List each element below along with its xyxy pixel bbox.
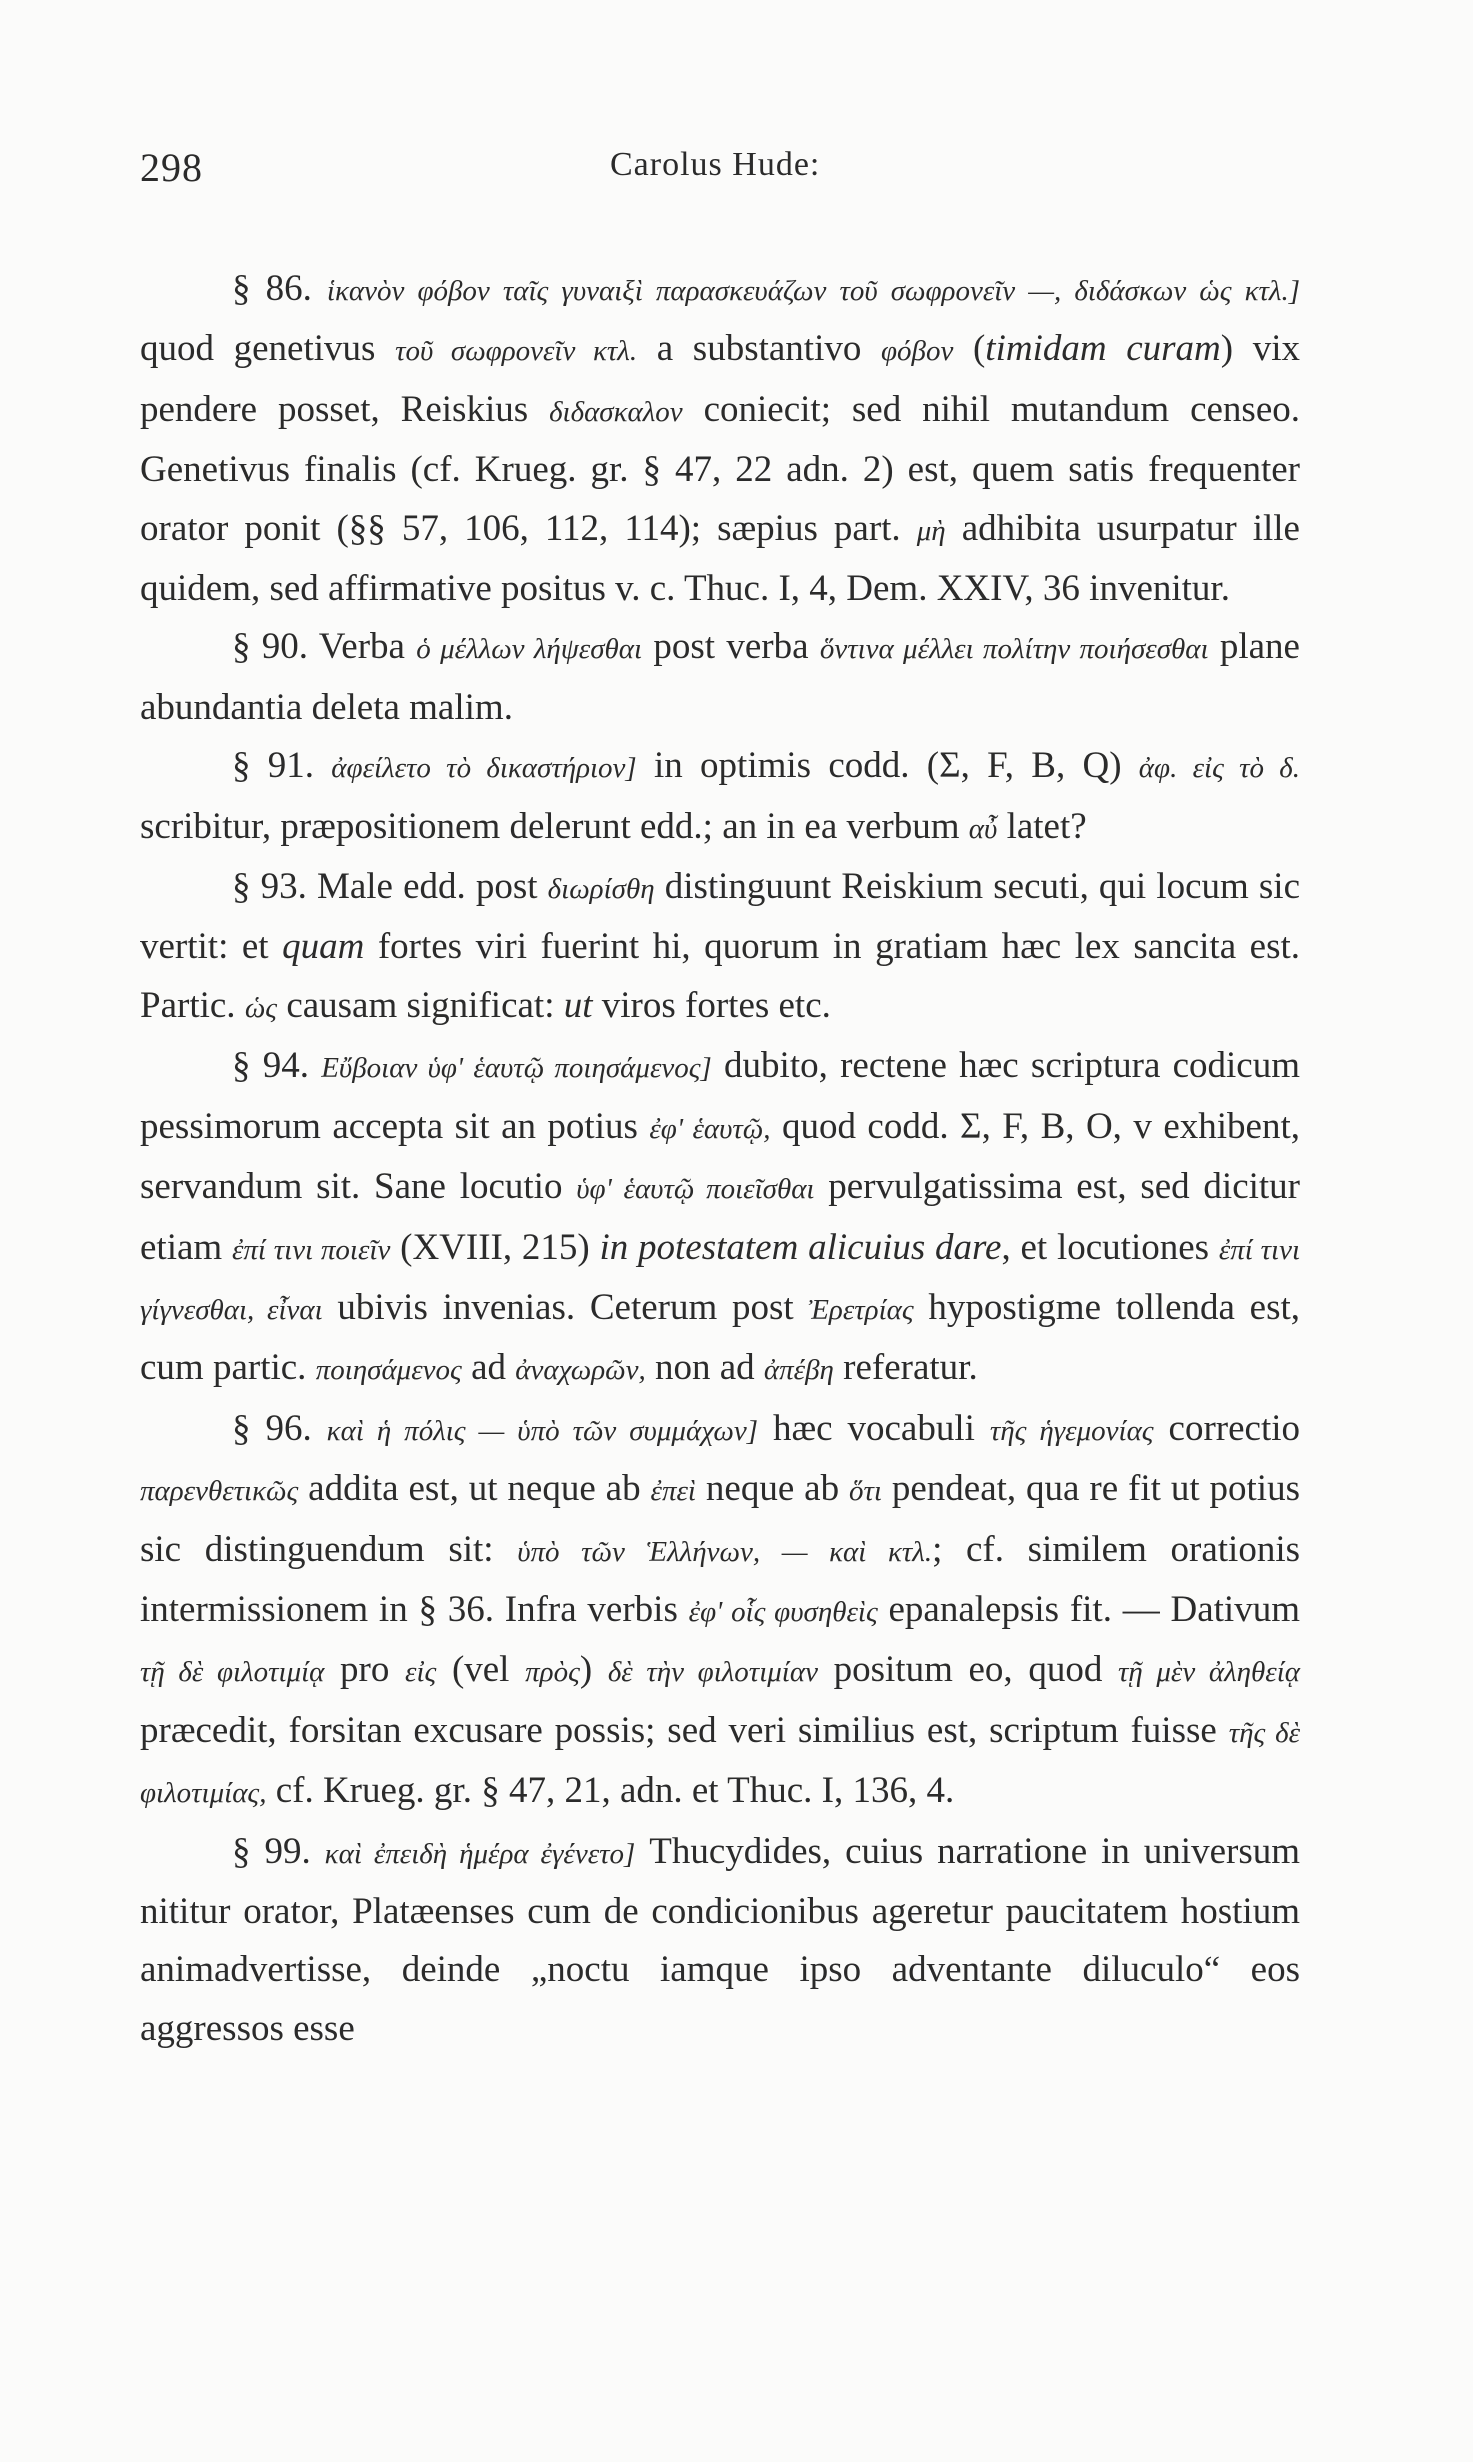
page-number: 298 [140, 145, 203, 190]
latin-text: non ad [645, 1347, 764, 1389]
latin-text: ubivis invenias. Ceterum post [322, 1286, 809, 1328]
commentary-paragraph [140, 1400, 1300, 1823]
latin-text: quod codd. Σ, F, B, O, v exhibent, servandum sit. Sane locutio [140, 1105, 1300, 1208]
latin-text: ( [953, 328, 986, 370]
greek-quotation: ἐφ' οἷς φυσηθεὶς [688, 1595, 878, 1628]
latin-text: dubito, rectene hæc scriptura codicum pessimorum accepta sit an potius [140, 1045, 1301, 1147]
greek-quotation: ὑπὸ τῶν Ἑλλήνων, — καὶ κτλ. [517, 1535, 933, 1568]
greek-quotation: ὁ μέλλων λήψεσθαι [416, 633, 643, 666]
latin-text: § 93. Male edd. post [232, 866, 548, 908]
latin-text: in optimis codd. (Σ, F, B, Q) [636, 745, 1139, 787]
greek-quotation: ἀπέβη [763, 1354, 834, 1387]
greek-quotation: ὡς [244, 991, 278, 1024]
greek-quotation: εἰς [405, 1656, 437, 1689]
italic-text: quam [282, 926, 365, 968]
greek-quotation: ὅτι [849, 1475, 882, 1508]
running-head: Carolus Hude: [610, 146, 821, 183]
latin-text: hæc vocabuli [757, 1407, 990, 1449]
latin-text: cf. Krueg. gr. § 47, 21, adn. et Thuc. I, 136, 4. [266, 1770, 955, 1812]
latin-text: § 90. Verba [232, 626, 417, 668]
latin-text: (vel [436, 1649, 526, 1691]
commentary-text [140, 260, 1300, 2058]
latin-text: , et locutiones [1001, 1226, 1219, 1268]
greek-quotation: καὶ ἡ πόλις — ὑπὸ τῶν συμμάχων] [326, 1414, 758, 1447]
greek-quotation: φόβον [880, 335, 954, 368]
greek-quotation: Εὔβοιαν ὑφ' ἑαυτῷ ποιησάμενος] [321, 1052, 712, 1085]
greek-quotation: ἀφείλετο τὸ δικαστήριον] [331, 752, 637, 785]
latin-text: fortes viri fuerint hi, quorum in gratiam hæc lex sancita est. Partic. [140, 926, 1300, 1026]
greek-quotation: ποιησάμενος [315, 1354, 462, 1387]
italic-text: in potestatem alicuius dare [599, 1226, 1002, 1268]
greek-quotation: ἐφ' ἑαυτῷ, [649, 1112, 771, 1145]
latin-text: referatur. [833, 1347, 978, 1389]
greek-quotation: τῇ μὲν ἀληθείᾳ [1117, 1656, 1301, 1689]
commentary-paragraph [140, 1037, 1300, 1399]
latin-text: hypostigme tollenda est, cum partic. [140, 1286, 1300, 1389]
latin-text: § 99. [232, 1830, 325, 1872]
latin-text: quod genetivus [140, 328, 396, 370]
latin-text: pendeat, qua re fit ut potius sic distinguendum sit: [140, 1468, 1300, 1570]
latin-text: neque ab [695, 1468, 849, 1510]
greek-quotation: ἐπεὶ [650, 1475, 696, 1508]
latin-text: ) [579, 1649, 608, 1691]
latin-text: ; cf. similem orationis intermissionem in § 36. Infra verbis [140, 1528, 1300, 1630]
book-page [140, 140, 1300, 2058]
latin-text: addita est, ut neque ab [298, 1468, 651, 1510]
greek-quotation: αὖ [968, 812, 998, 845]
latin-text: plane abundantia deleta malim. [140, 626, 1300, 728]
commentary-paragraph [140, 737, 1300, 858]
latin-text: ) vix pendere posset, Reiskius [140, 328, 1300, 430]
commentary-paragraph [140, 618, 1300, 737]
latin-text: viros fortes etc. [592, 984, 831, 1026]
latin-text: distinguunt Reiskium secuti, qui locum sic vertit: et [140, 866, 1300, 968]
greek-quotation: ἐπί τινι ποιεῖν [231, 1233, 391, 1266]
greek-quotation: τῆς δὲ φιλοτιμίας, [140, 1716, 1300, 1810]
greek-quotation: παρενθετικῶς [140, 1475, 299, 1508]
latin-text: coniecit; sed nihil mutandum censeo. Genetivus finalis (cf. Krueg. gr. § 47, 22 adn. 2) est, quem satis frequenter orator ponit (§§ 57, 106, 112, 114); sæpius part. [140, 388, 1301, 549]
latin-text: pro [324, 1649, 406, 1691]
greek-quotation: ὅντινα μέλλει πολίτην ποιήσεσθαι [819, 633, 1209, 666]
latin-text: positum eo, quod [817, 1649, 1118, 1691]
latin-text: latet? [997, 805, 1087, 847]
page-header [140, 140, 1300, 200]
commentary-paragraph [140, 858, 1300, 1037]
latin-text: (XVIII, 215) [390, 1226, 600, 1268]
greek-quotation: ἐπί τινι γίγνεσθαι, εἶναι [140, 1233, 1300, 1326]
latin-text: adhibita usurpatur ille quidem, sed affirmative positus v. c. Thuc. I, 4, Dem. XXIV, 36 invenitur. [140, 507, 1300, 610]
italic-text: ut [563, 984, 593, 1026]
latin-text: causam significat: [277, 984, 564, 1026]
greek-quotation: διωρίσθη [547, 873, 655, 906]
italic-text: timidam curam [985, 328, 1221, 370]
latin-text: § 86. [232, 268, 327, 309]
latin-text: pervulgatissima est, sed dicitur etiam [140, 1166, 1300, 1268]
latin-text: epanalepsis fit. — Dativum [877, 1588, 1300, 1630]
greek-quotation: ἀφ. εἰς τὸ δ. [1138, 752, 1300, 785]
greek-quotation: μὴ [916, 514, 946, 547]
latin-text: Thucydides, cuius narratione in universum nititur orator, Platæenses cum de condicionibus ageretur paucitatem hostium animadvertisse, deinde „noctu iamque ipso adventante diluculo“ eos aggressos esse [140, 1830, 1301, 2049]
greek-quotation: καὶ ἐπειδὴ ἡμέρα ἐγένετο] [324, 1837, 636, 1870]
greek-quotation: τοῦ σωφρονεῖν κτλ. [395, 335, 638, 368]
greek-quotation: ὑφ' ἑαυτῷ ποιεῖσθαι [576, 1173, 815, 1206]
latin-text: § 91. [232, 745, 332, 787]
latin-text: correctio [1153, 1407, 1301, 1449]
commentary-paragraph [140, 1823, 1300, 2059]
commentary-paragraph [140, 260, 1300, 618]
greek-quotation: δὲ τὴν φιλοτιμίαν [607, 1656, 818, 1689]
latin-text: post verba [642, 626, 820, 668]
greek-quotation: ἀναχωρῶν, [515, 1354, 646, 1387]
latin-text: § 96. [232, 1407, 327, 1449]
latin-text: a substantivo [637, 328, 881, 370]
latin-text: præcedit, forsitan excusare possis; sed veri similius est, scriptum fuisse [140, 1709, 1229, 1751]
greek-quotation: Ἐρετρίας [808, 1293, 914, 1326]
greek-quotation: ἱκανὸν φόβον ταῖς γυναιξὶ παρασκευάζων τοῦ σωφρονεῖν —, διδάσκων ὡς κτλ.] [326, 275, 1301, 307]
latin-text: § 94. [232, 1045, 322, 1087]
greek-quotation: διδασκαλον [549, 395, 683, 428]
latin-text: ad [461, 1347, 516, 1389]
greek-quotation: πρὸς [525, 1656, 580, 1689]
latin-text: scribitur, præpositionem delerunt edd.; an in ea verbum [140, 805, 969, 847]
greek-quotation: τῇ δὲ φιλοτιμίᾳ [140, 1656, 325, 1689]
greek-quotation: τῆς ἡγεμονίας [989, 1414, 1154, 1447]
